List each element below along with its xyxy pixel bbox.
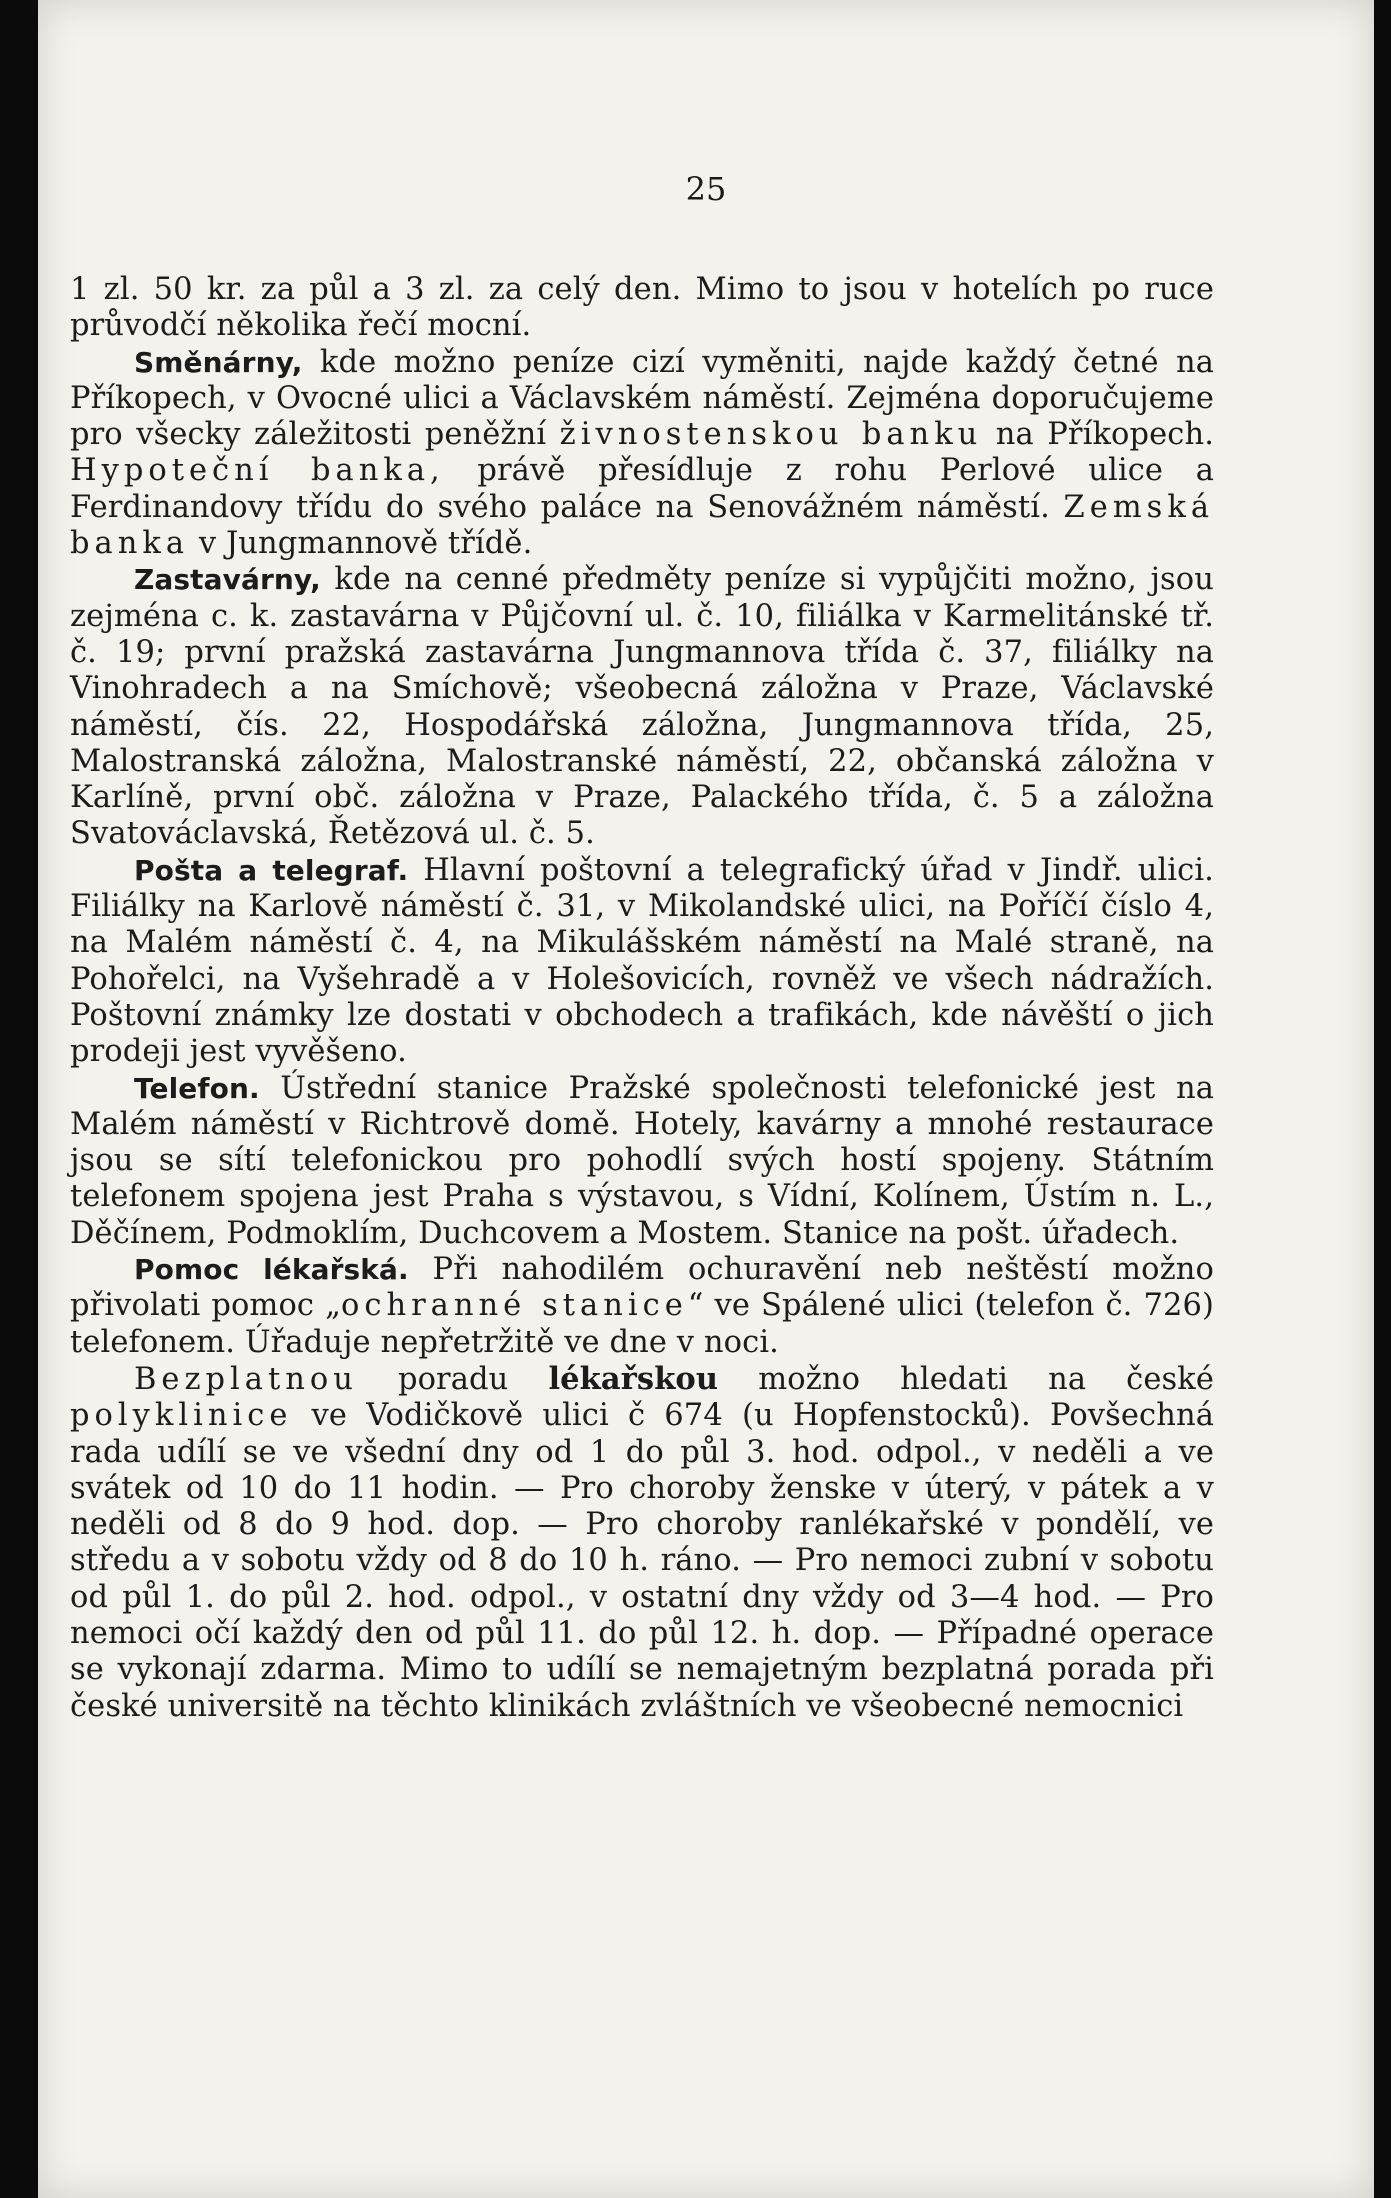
paragraph [70, 562, 1214, 852]
text-run: Zemská banka [70, 489, 1214, 562]
body-text [70, 272, 1214, 1725]
section-heading: Pomoc lékařská. [134, 1253, 409, 1287]
text-run: kde na cenné předměty peníze si vypůjčiti možno, jsou zejména c. k. zastavárna v Půjčovní ul. č. 10, filiálka v Karmelitánské tř. č. 19; první pražská zastavárna Jungmannova třída č. 37, filiálky na Vinohradech a na Smíchově; všeobecná záložna v Praze, Václavské náměstí, čís. 22, Hospodářská záložna, Jungmannova třída, 25, Malostranská záložna, Malostranské náměstí, 22, občanská záložna v Karlíně, první obč. záložna v Praze, Palackého třída, č. 5 a záložna Svatováclavská, Řetězová ul. č. 5. [70, 562, 1214, 852]
text-run: kde možno peníze cizí vyměniti, najde každý četné na Příkopech, v Ovocné ulici a Václavském náměstí. Zejména doporučujeme pro všecky záležitosti peněžní [70, 344, 1214, 453]
text-run: ochranné stanice [341, 1288, 688, 1324]
text-run: lékařskou [548, 1360, 719, 1397]
text-run: živnostenskou banku [559, 417, 983, 453]
text-run: Ústřední stanice Pražské společnosti telefonické jest na Malém náměstí v Richtrově domě. Hotely, kavárny a mnohé restaurace jsou se sítí telefonickou pro pohodlí svých hostí spojeny. Státním telefonem spojena jest Praha s výstavou, s Vídní, Kolínem, Ústím n. L., Děčínem, Podmoklím, Duchcovem a Mostem. Stanice na pošt. úřadech. [70, 1070, 1214, 1251]
paragraph [70, 345, 1214, 563]
paragraph [70, 853, 1214, 1071]
paragraph [70, 1361, 1214, 1725]
book-page [38, 0, 1374, 2198]
text-run: Hlavní poštovní a telegrafický úřad v Jindř. ulici. Filiálky na Karlově náměstí č. 31, v Mikolandské ulici, na Poříčí číslo 4, na Malém náměstí č. 4, na Mikulášském náměstí na Malé straně, na Pohořelci, na Vyšehradě a v Holešovicích, rovněž ve všech nádražích. Poštovní známky lze dostati v obchodech a trafikách, kde návěští o jich prodeji jest vyvěšeno. [70, 852, 1214, 1070]
text-run: ve Vodičkově ulici č 674 (u Hopfenstocků). Povšechná rada udílí se ve všední dny od 1 do půl 3. hod. odpol., v neděli a ve svátek od 10 do 11 hodin. — Pro choroby ženske v úterý, v pátek a v neděli od 8 do 9 hod. dop. — Pro choroby ranlékařské v pondělí, ve středu a v sobotu vždy od 8 do 10 h. ráno. — Pro nemoci zubní v sobotu od půl 1. do půl 2. hod. odpol., v ostatní dny vždy od 3—4 hod. — Pro nemoci očí každý den od půl 11. do půl 12. h. dop. — Případné operace se vykonají zdarma. Mimo to udílí se nemajetným bezplatná porada při české universitě na těchto klinikách zvláštních ve všeobecné nemocnici [70, 1398, 1214, 1724]
text-run: Hypoteční banka, [70, 453, 445, 489]
text-run: Bezplatnou [134, 1361, 358, 1397]
paragraph [70, 1071, 1214, 1252]
text-run: možno hledati na české [718, 1361, 1214, 1397]
text-run: 1 zl. 50 kr. za půl a 3 zl. za celý den. Mimo to jsou v hotelích po ruce průvodčí několika řečí mocní. [70, 272, 1214, 344]
section-heading: Telefon. [134, 1071, 260, 1105]
text-run: poradu [357, 1361, 549, 1397]
scan-edge [0, 0, 38, 2198]
text-run: “ ve Spálené ulici (telefon č. 726) telefonem. Úřaduje nepřetržitě ve dne v noci. [70, 1288, 1214, 1360]
page-number: 25 [685, 170, 727, 208]
text-run: na Příkopech. [982, 417, 1214, 453]
text-run: polyklinice [70, 1398, 293, 1434]
text-run: právě přesídluje z rohu Perlové ulice a Ferdinandovy třídu do svého paláce na Senovážném náměstí. [70, 453, 1214, 525]
paragraph [70, 272, 1214, 345]
section-heading: Směnárny, [134, 345, 303, 379]
section-heading: Zastavárny, [134, 563, 321, 597]
section-heading: Pošta a telegraf. [134, 853, 409, 887]
text-run: Při nahodilém ochuravění neb neštěstí možno přivolati pomoc „ [70, 1252, 1214, 1324]
text-run: v Jungmannově třídě. [189, 526, 533, 562]
paragraph [70, 1252, 1214, 1361]
